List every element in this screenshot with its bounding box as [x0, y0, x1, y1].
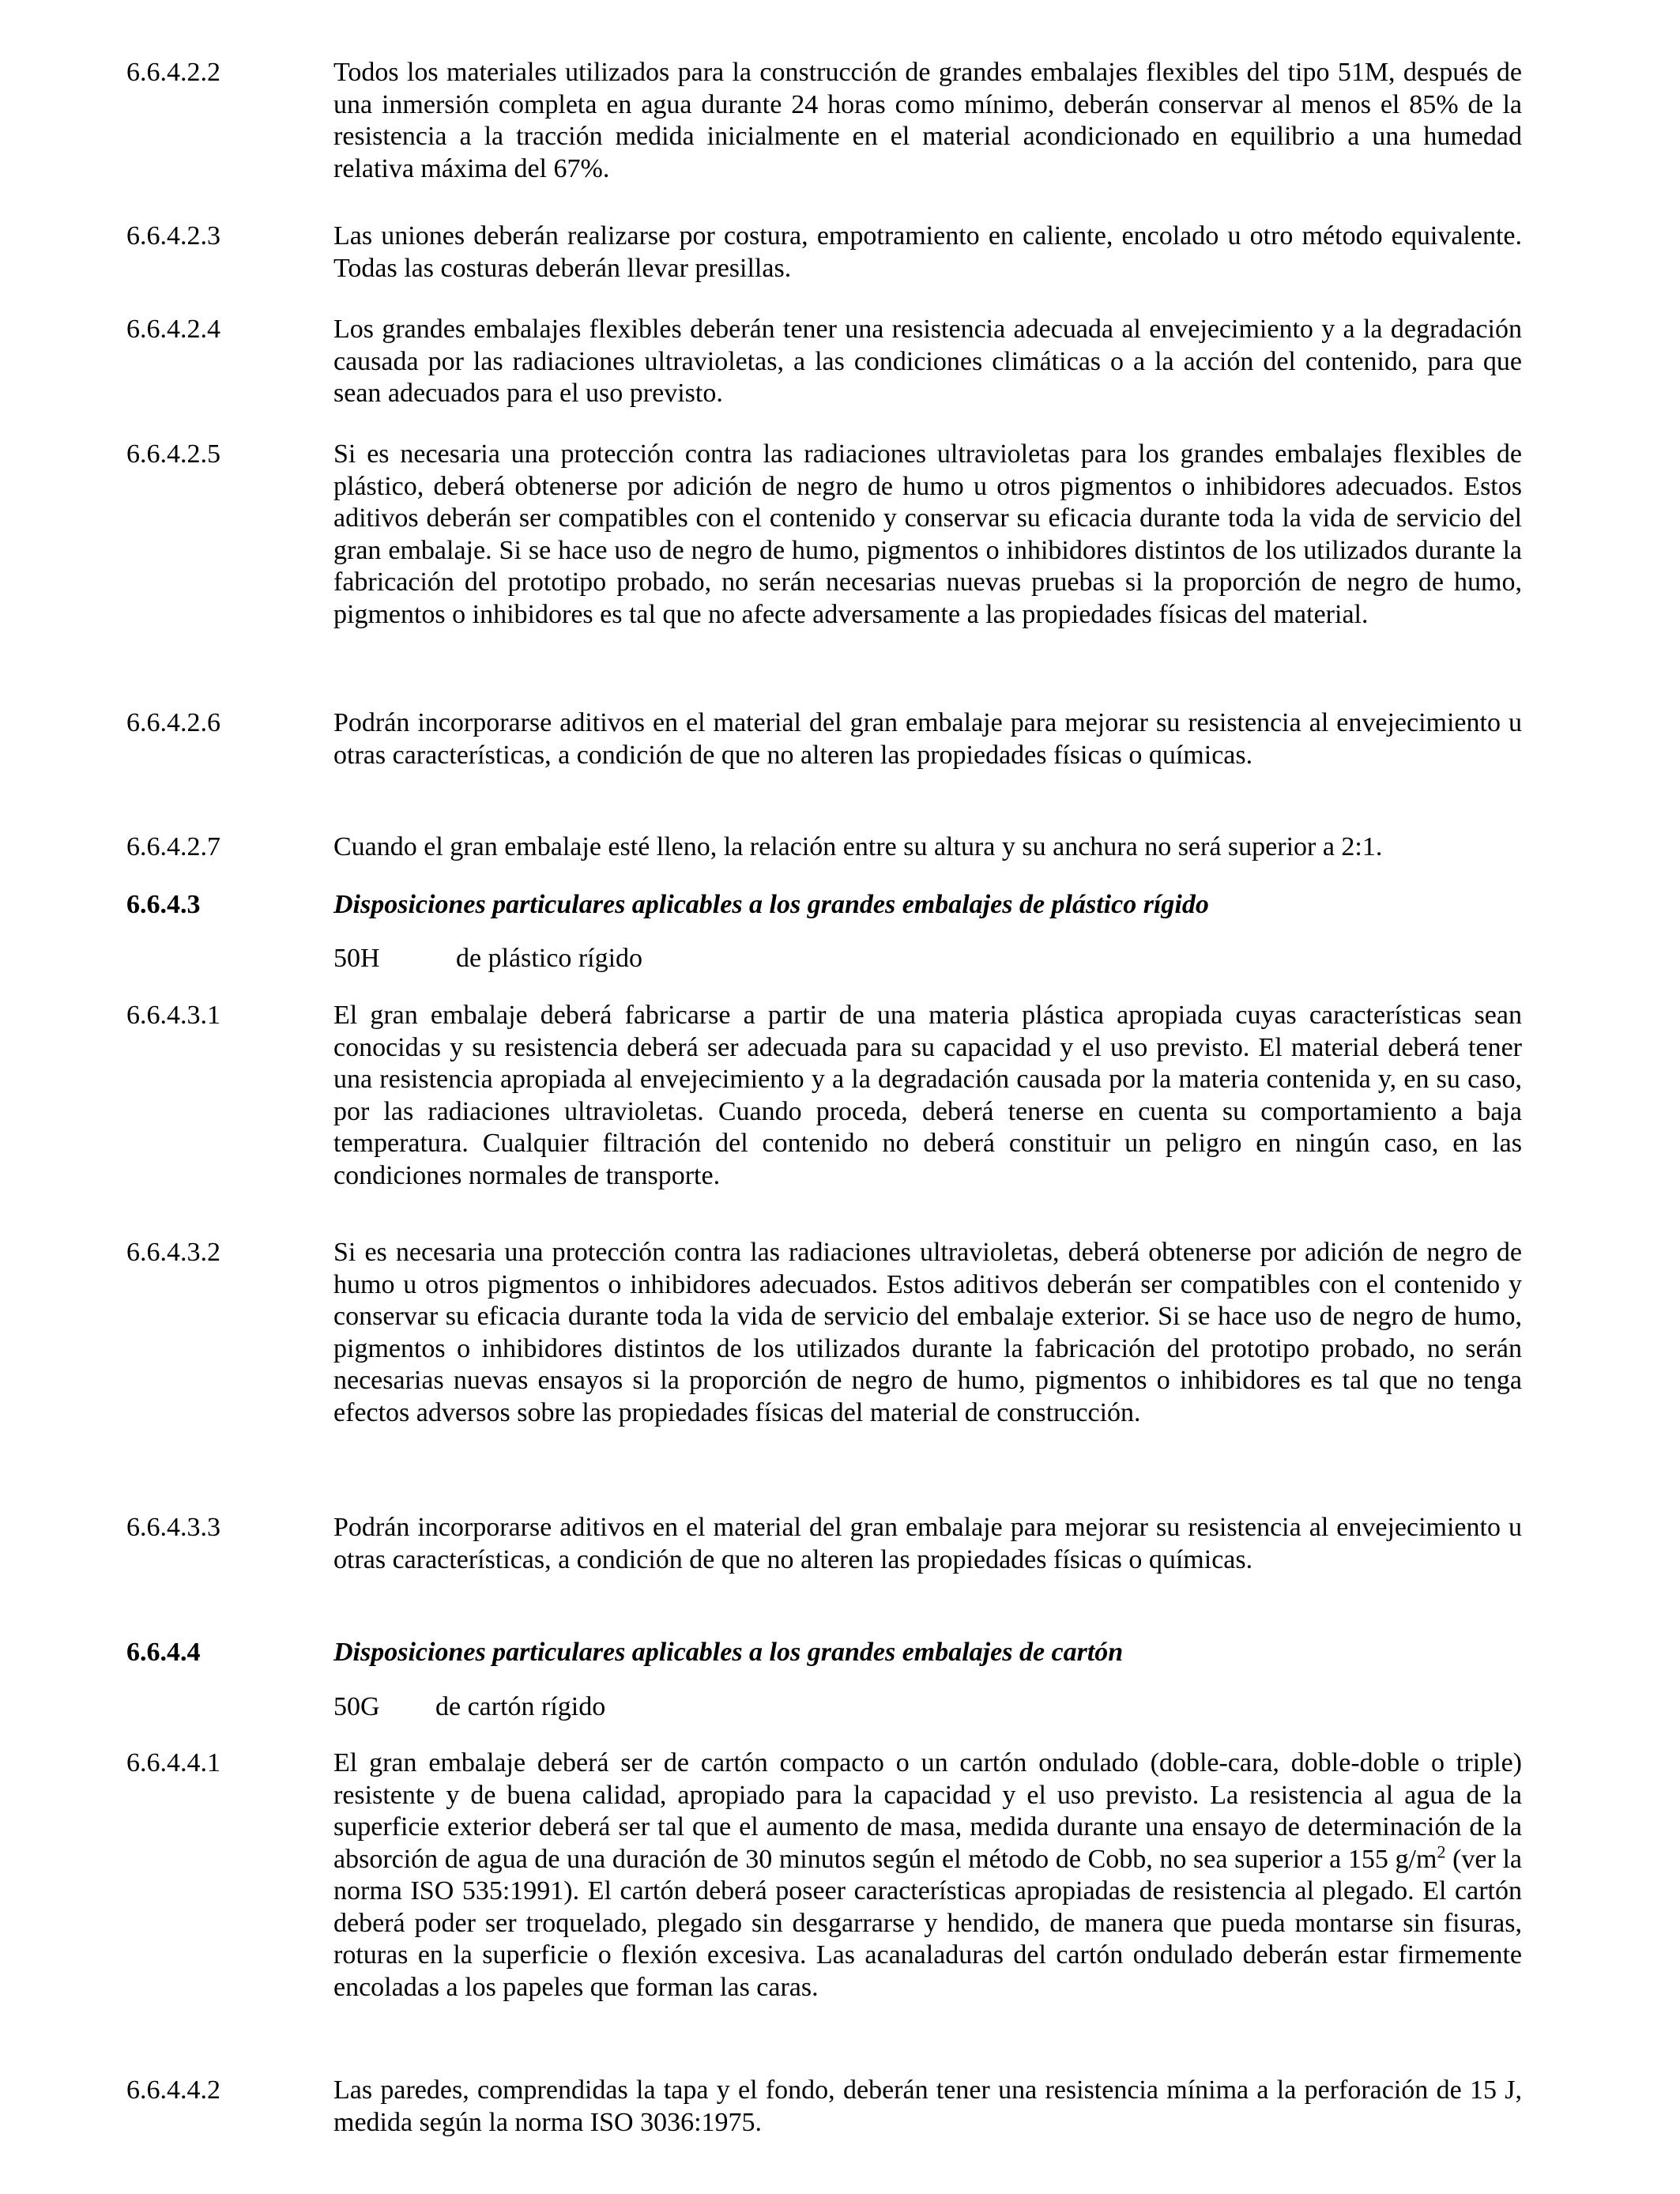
- paragraph-number: 6.6.4.3.3: [126, 1513, 220, 1542]
- paragraph-text: Podrán incorporarse aditivos en el material del gran embalaje para mejorar su resistencia al envejecimiento u otras características, a condición de que no alteren las propiedades físicas o químicas.: [333, 708, 1522, 770]
- paragraph-text: Si es necesaria una protección contra las radiaciones ultravioletas, deberá obtenerse por adición de negro de humo u otros pigmentos o inhibidores adecuados. Estos aditivos deberán ser compatibles con el contenido y conservar su eficacia durante toda la vida de servicio del embalaje exterior. Si se hace uso de negro de humo, pigmentos o inhibidores distintos de los utilizados durante la fabricación del prototipo probado, no serán necesarias nuevas ensayos si la proporción de negro de humo, pigmentos o inhibidores es tal que no tenga efectos adversos sobre las propiedades físicas del material de construcción.: [333, 1238, 1522, 1427]
- paragraph-number: 6.6.4.4.1: [126, 1748, 220, 1777]
- paragraph-number: 6.6.4.3.1: [126, 1001, 220, 1030]
- paragraph-number: 6.6.4.2.4: [126, 315, 220, 344]
- paragraph-text: Podrán incorporarse aditivos en el material del gran embalaje para mejorar su resistencia al envejecimiento u otras características, a condición de que no alteren las propiedades físicas o químicas.: [333, 1513, 1522, 1574]
- type-code-row: [333, 943, 642, 974]
- paragraph-text: El gran embalaje deberá fabricarse a partir de una materia plástica apropiada cuyas características sean conocidas y su resistencia deberá ser adecuada para su capacidad y el uso previsto. El material deberá tener una resistencia apropiada al envejecimiento y a la degradación causada por la materia contenida y, en su caso, por las radiaciones ultravioletas. Cuando proceda, deberá tenerse en cuenta su comportamiento a baja temperatura. Cualquier filtración del contenido no deberá constituir un peligro en ningún caso, en las condiciones normales de transporte.: [333, 1001, 1522, 1190]
- paragraph-number: 6.6.4.2.5: [126, 439, 220, 469]
- paragraph-text: Los grandes embalajes flexibles deberán tener una resistencia adecuada al envejecimiento y a la degradación causada por las radiaciones ultravioletas, a las condiciones climáticas o a la acción del contenido, para que sean adecuados para el uso previsto.: [333, 315, 1522, 408]
- paragraph-text: Si es necesaria una protección contra las radiaciones ultravioletas para los grandes embalajes flexibles de plástico, deberá obtenerse por adición de negro de humo u otros pigmentos o inhibidores adecuados. Estos aditivos deberán ser compatibles con el contenido y conservar su eficacia durante toda la vida de servicio del gran embalaje. Si se hace uso de negro de humo, pigmentos o inhibidores distintos de los utilizados durante la fabricación del prototipo probado, no serán necesarias nuevas pruebas si la proporción de negro de humo, pigmentos o inhibidores es tal que no afecte adversamente a las propiedades físicas del material.: [333, 439, 1522, 629]
- paragraph-number: 6.6.4.2.7: [126, 832, 220, 861]
- paragraph-number: 6.6.4.2.6: [126, 708, 220, 737]
- paragraph-text: Las uniones deberán realizarse por costura, empotramiento en caliente, encolado u otro método equivalente. Todas las costuras deberán llevar presillas.: [333, 221, 1522, 283]
- type-description: de cartón rígido: [435, 1692, 606, 1721]
- paragraph-text-part: (ver la norma ISO 535:1991). El cartón deberá poseer características apropiadas de resistencia al plegado. El cartón deberá poder ser troquelado, plegado sin desgarrarse y hendido, de manera que pueda montarse sin fisuras, roturas en la superficie o flexión excesiva. Las acanaladuras del cartón ondulado deberán estar firmemente encoladas a los papeles que forman las caras.: [333, 1844, 1523, 2002]
- paragraph-text: [333, 1747, 1522, 2004]
- type-description: de plástico rígido: [456, 944, 643, 973]
- superscript: 2: [1437, 1842, 1446, 1862]
- section-title: Disposiciones particulares aplicables a los grandes embalajes de plástico rígido: [333, 890, 1209, 919]
- type-code: 50H: [333, 944, 380, 973]
- paragraph-text: Cuando el gran embalaje esté lleno, la relación entre su altura y su anchura no será superior a 2:1.: [333, 832, 1383, 861]
- paragraph-number: 6.6.4.2.2: [126, 58, 220, 87]
- paragraph-text: Las paredes, comprendidas la tapa y el fondo, deberán tener una resistencia mínima a la perforación de 15 J, medida según la norma ISO 3036:1975.: [333, 2075, 1522, 2137]
- paragraph-text-part: El gran embalaje deberá ser de cartón compacto o un cartón ondulado (doble-cara, doble-doble o triple) resistente y de buena calidad, apropiado para la capacidad y el uso previsto. La resistencia al agua de la superficie exterior deberá ser tal que el aumento de masa, medida durante una ensayo de determinación de la absorción de agua de una duración de 30 minutos según el método de Cobb, no sea superior a 155 g/m: [333, 1748, 1522, 1874]
- section-number: 6.6.4.4: [126, 1638, 201, 1667]
- paragraph-number: 6.6.4.3.2: [126, 1238, 220, 1267]
- type-code: 50G: [333, 1692, 380, 1721]
- paragraph-text: Todos los materiales utilizados para la construcción de grandes embalajes flexibles del tipo 51M, después de una inmersión completa en agua durante 24 horas como mínimo, deberán conservar al menos el 85% de la resistencia a la tracción medida inicialmente en el material acondicionado en equilibrio a una humedad relativa máxima del 67%.: [333, 58, 1522, 183]
- type-code-row: [333, 1691, 605, 1723]
- paragraph-number: 6.6.4.2.3: [126, 221, 220, 251]
- paragraph-number: 6.6.4.4.2: [126, 2075, 220, 2105]
- section-title: Disposiciones particulares aplicables a los grandes embalajes de cartón: [333, 1638, 1124, 1667]
- section-number: 6.6.4.3: [126, 890, 201, 919]
